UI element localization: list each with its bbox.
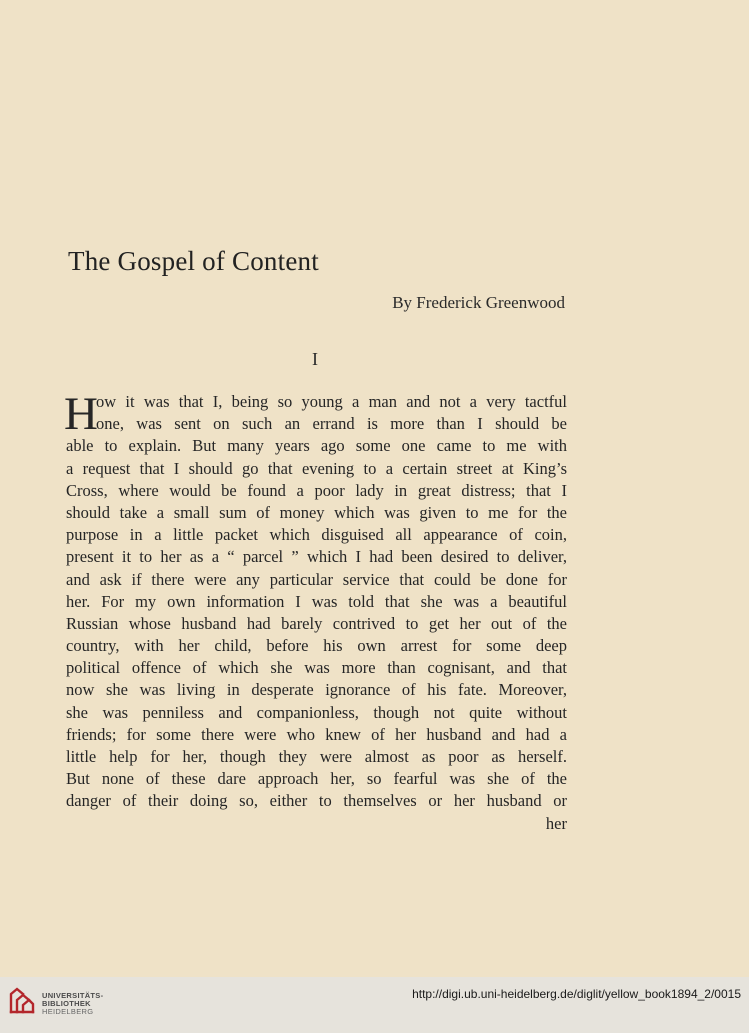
drop-cap: H	[64, 388, 98, 440]
library-name-line: HEIDELBERG	[42, 1007, 94, 1016]
text-line: country, with her child, before his own arrest for some deep	[66, 636, 567, 656]
text-line: able to explain. But many years ago some one came to me with	[66, 436, 567, 456]
article-byline: By Frederick Greenwood	[392, 293, 565, 312]
library-name	[42, 992, 103, 1016]
text-line: little help for her, though they were almost as poor as herself.	[66, 747, 567, 766]
text-line: ow it was that I, being so young a man and not a very tactful	[96, 392, 567, 411]
article-title: The Gospel of Content	[68, 246, 319, 276]
text-line: now she was living in desperate ignorance of his fate. Moreover,	[66, 680, 567, 700]
library-name-line: UNIVERSITÄTS-	[42, 991, 104, 1000]
text-line: political offence of which she was more than cognisant, and that	[66, 658, 567, 678]
article-body	[64, 388, 567, 835]
university-library-logo-icon	[8, 986, 36, 1016]
section-number: I	[312, 349, 318, 369]
text-line: one, was sent on such an errand is more than I should be	[96, 414, 567, 434]
text-line: should take a small sum of money which was given to me for the	[66, 502, 567, 522]
text-line: Cross, where would be found a poor lady in great distress; that I	[66, 480, 567, 500]
text-line: purpose in a little packet which disguised all appearance of coin,	[66, 525, 567, 545]
viewer-footer	[0, 977, 749, 1033]
text-line: her. For my own information I was told that she was a beautiful	[66, 591, 567, 611]
text-line: danger of their doing so, either to themselves or her husband or	[66, 791, 567, 811]
library-name-line: BIBLIOTHEK	[42, 999, 91, 1008]
text-line: But none of these dare approach her, so fearful was she of the	[66, 769, 567, 789]
text-line: friends; for some there were who knew of her husband and had a	[66, 724, 567, 744]
text-line: present it to her as a “ parcel ” which I had been desired to deliver,	[66, 547, 567, 567]
text-line: Russian whose husband had barely contrived to get her out of the	[66, 613, 567, 633]
text-line: she was penniless and companionless, though not quite without	[66, 702, 567, 722]
permalink-url[interactable]: http://digi.ub.uni-heidelberg.de/diglit/yellow_book1894_2/0015	[412, 987, 741, 1001]
text-line: a request that I should go that evening to a certain street at King’s	[66, 458, 567, 478]
catchword: her	[545, 813, 567, 833]
text-line: and ask if there were any particular service that could be done for	[66, 569, 567, 589]
